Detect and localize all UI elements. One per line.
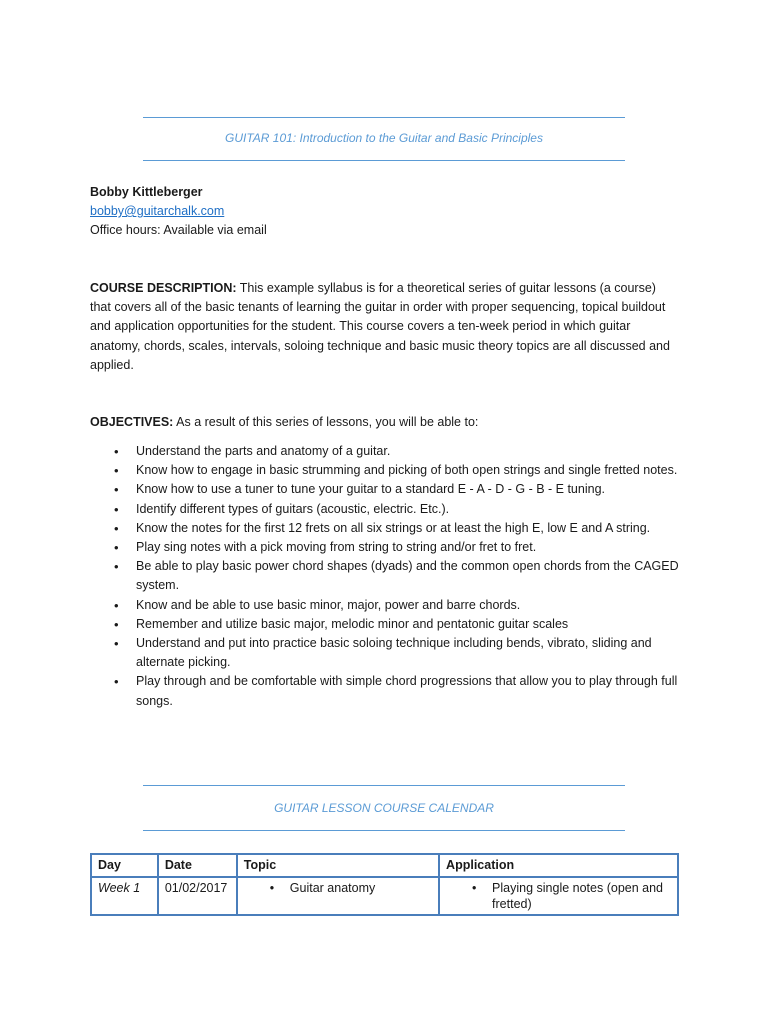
list-item: • Be able to play basic power chord shapes (dyads) and the common open chords from the CAGED system.: [90, 557, 680, 595]
topic-bullet-item: • Guitar anatomy: [244, 880, 432, 896]
cell-topic: [237, 877, 439, 915]
course-description-label: COURSE DESCRIPTION:: [90, 281, 237, 295]
list-item: • Play sing notes with a pick moving from string to string and/or fret to fret.: [90, 538, 680, 557]
list-item: • Understand and put into practice basic soloing technique including bends, vibrato, sliding and alternate picking.: [90, 634, 680, 672]
objectives-intro: As a result of this series of lessons, you will be able to:: [173, 415, 479, 429]
office-hours: Office hours: Available via email: [90, 223, 267, 237]
calendar-title: GUITAR LESSON COURSE CALENDAR: [274, 801, 494, 815]
author-block: [90, 183, 680, 240]
course-title: GUITAR 101: Introduction to the Guitar and Basic Principles: [225, 131, 543, 145]
list-item: • Know the notes for the first 12 frets on all six strings or at least the high E, low E and A string.: [90, 519, 680, 538]
table-header-row: [91, 854, 678, 877]
column-header-application: Application: [439, 854, 678, 877]
objectives-list: [90, 442, 680, 711]
cell-application: [439, 877, 678, 915]
column-header-day: Day: [91, 854, 158, 877]
cell-date: 01/02/2017: [158, 877, 237, 915]
calendar-bottom-rule: [143, 830, 625, 831]
course-description: [90, 279, 680, 375]
list-item: • Know and be able to use basic minor, major, power and barre chords.: [90, 596, 680, 615]
list-item: • Remember and utilize basic major, melodic minor and pentatonic guitar scales: [90, 615, 680, 634]
course-description-text: This example syllabus is for a theoretical series of guitar lessons (a course) that covers all of the basic tenants of learning the guitar in order with proper sequencing, topical buildout and application opportunities for the student. This course covers a ten-week period in which guitar anatomy, chords, scales, intervals, soloing technique and basic music theory topics are all discussed and applied.: [90, 281, 670, 372]
list-item: • Know how to engage in basic strumming and picking of both open strings and single fretted notes.: [90, 461, 680, 480]
author-name: Bobby Kittleberger: [90, 185, 203, 199]
header-top-rule: [143, 117, 625, 118]
table-row: [91, 877, 678, 915]
column-header-date: Date: [158, 854, 237, 877]
application-bullet-item: • Playing single notes (open and fretted): [446, 880, 671, 912]
column-header-topic: Topic: [237, 854, 439, 877]
cell-day: Week 1: [91, 877, 158, 915]
list-item: • Know how to use a tuner to tune your guitar to a standard E - A - D - G - B - E tuning.: [90, 480, 680, 499]
objectives-label: OBJECTIVES:: [90, 415, 174, 429]
list-item: • Identify different types of guitars (acoustic, electric. Etc.).: [90, 500, 680, 519]
header-bottom-rule: [143, 160, 625, 161]
list-item: • Play through and be comfortable with simple chord progressions that allow you to play through full songs.: [90, 672, 680, 710]
objectives-heading: [90, 413, 680, 432]
list-item: • Understand the parts and anatomy of a guitar.: [90, 442, 680, 461]
calendar-top-rule: [143, 785, 625, 786]
course-calendar-table: [90, 853, 679, 916]
author-email-link[interactable]: bobby@guitarchalk.com: [90, 204, 225, 218]
